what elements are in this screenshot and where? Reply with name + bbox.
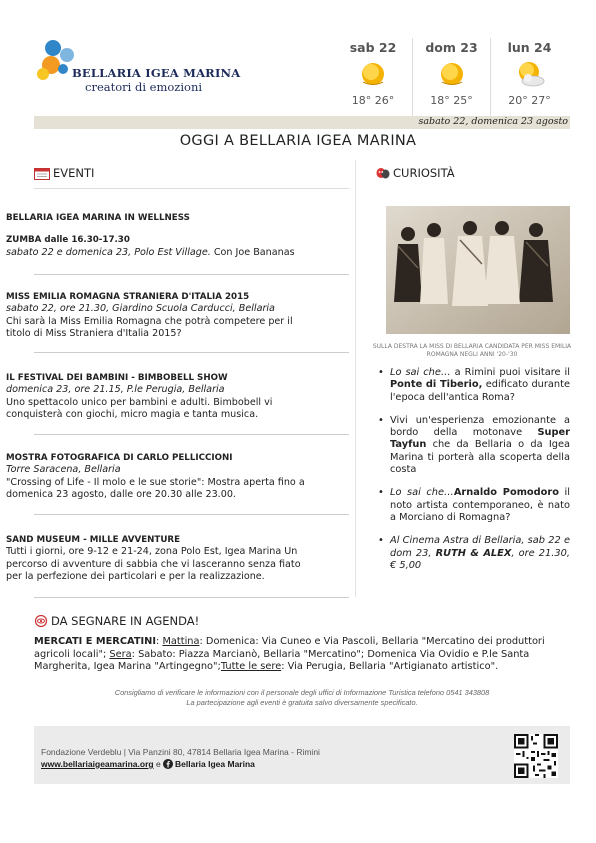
weather-day-name: sab 22 <box>349 40 397 55</box>
date-banner-text: sabato 22, domenica 23 agosto <box>418 116 568 127</box>
weather-day <box>412 38 490 116</box>
vintage-photo <box>386 206 570 334</box>
photo-caption: SULLA DESTRA LA MISS DI BELLARIA CANDIDATA PER MISS EMILIA ROMAGNA NEGLI ANNI '20-'30 <box>372 343 572 358</box>
event-when: domenica 23, ore 21.15, P.le Perugia, Bellaria <box>6 384 225 396</box>
event-title: MISS EMILIA ROMAGNA STRANIERA D'ITALIA 2015 <box>6 292 250 302</box>
item-lead: Lo sai che… <box>390 367 451 378</box>
list-item <box>378 367 570 404</box>
event-item <box>6 534 311 583</box>
curiosita-section <box>376 166 570 180</box>
event-title: SAND MUSEUM - MILLE AVVENTURE <box>6 535 181 545</box>
weather-day <box>490 38 568 116</box>
agenda-details: : Sabato: Piazza Marcianò, Bellaria "Mercatino"; Domenica Via Ovidio e P.le Santa Margherita, Igea Marina "Artingegno"; <box>34 648 530 673</box>
item-text: , ore 21.30, € 5,00 <box>390 547 570 571</box>
divider <box>34 434 349 435</box>
item-highlight: RUTH & ALEX <box>435 547 512 559</box>
events-label-text: EVENTI <box>53 166 95 180</box>
page-title: OGGI A BELLARIA IGEA MARINA <box>179 133 417 149</box>
item-text: Vivi un'esperienza emozionante a bordo della motonave <box>390 414 570 439</box>
sun-icon <box>357 60 389 88</box>
agenda-details: : Via Perugia, Bellaria "Artigianato artistico". <box>281 661 499 673</box>
calendar-icon <box>34 167 50 180</box>
divider <box>34 352 349 353</box>
item-text: edificato durante l'epoca dell'antica Roma? <box>390 379 570 403</box>
footer-links <box>41 759 255 769</box>
event-title: MOSTRA FOTOGRAFICA DI CARLO PELLICCIONI <box>6 453 233 463</box>
weather-temps: 20° 27° <box>508 94 551 107</box>
event-description: Tutti i giorni, ore 9-12 e 21-24, zona Polo Est, Igea Marina Un percorso di avventure di sabbia che vi lasceranno senza fiato per la perfezione dei particolari e per la realizzazione. <box>6 546 301 582</box>
website-link[interactable]: www.bellariaigeamarina.org <box>41 759 154 769</box>
column-divider <box>355 160 356 597</box>
events-label <box>34 166 349 180</box>
footer-connector: e <box>153 759 164 769</box>
facebook-icon[interactable] <box>163 759 173 769</box>
divider <box>34 188 349 189</box>
list-item <box>378 487 570 524</box>
disclaimer-line: La partecipazione agli eventi è gratuita salvo diversamente specificato. <box>186 698 418 707</box>
list-item <box>378 535 570 572</box>
event-description: Chi sarà la Miss Emilia Romagna che potrà competere per il titolo di Miss Straniera d'Italia 2015? <box>6 315 293 339</box>
brand-subtitle: creatori di emozioni <box>85 80 203 94</box>
event-when: Torre Saracena, Bellaria <box>6 464 121 476</box>
item-lead: Lo sai che… <box>390 487 454 499</box>
event-description: Uno spettacolo unico per bambini e adulti. Bimbobell vi conquisterà con giochi, micro magia e tanta musica. <box>6 396 273 420</box>
sun-icon <box>436 60 468 88</box>
agenda-heading: MERCATI E MERCATINI <box>34 636 157 647</box>
event-item <box>6 452 311 501</box>
drama-masks-icon <box>376 167 390 180</box>
event-when: sabato 22, ore 21.30, Giardino Scuola Carducci, Bellaria <box>6 303 275 315</box>
event-when: sabato 22 e domenica 23, Polo Est Village. <box>6 246 211 258</box>
event-details <box>6 247 311 259</box>
events-section <box>34 166 349 180</box>
weather-day-name: lun 24 <box>507 40 552 55</box>
eye-icon <box>34 615 48 627</box>
event-title: IL FESTIVAL DEI BAMBINI - BIMBOBELL SHOW <box>6 373 228 383</box>
divider <box>34 597 349 598</box>
brand-title: BELLARIA IGEA MARINA <box>72 66 241 80</box>
weather-temps: 18° 26° <box>351 94 395 107</box>
event-item <box>6 212 311 259</box>
item-lead: Al Cinema Astra di Bellaria, sab 22 e dom 23, <box>390 535 570 559</box>
event-item <box>6 372 311 421</box>
agenda-details: : Domenica: Via Cuneo e Via Pascoli, Bellaria "Mercatino dei produttori agricoli locali"; <box>34 636 545 660</box>
item-text: il noto artista contemporaneo, è nato a Morciano di Romagna? <box>390 487 570 523</box>
event-description: "Crossing of Life - Il molo e le sue storie": Mostra aperta fino a domenica 23 agosto, dalle ore 20.30 alle 23.00. <box>6 476 305 500</box>
agenda-label <box>34 614 199 628</box>
facebook-link[interactable]: Bellaria Igea Marina <box>175 759 255 769</box>
agenda-period: Mattina <box>162 636 200 647</box>
item-text: che da Bellaria o da Igea Marina ti porterà alla scoperta della costa <box>390 439 570 476</box>
agenda-period: Sera <box>109 648 132 660</box>
agenda-label-text: DA SEGNARE IN AGENDA! <box>51 614 200 628</box>
curiosita-label <box>376 166 570 180</box>
weather-day <box>334 38 412 116</box>
weather-forecast <box>334 38 570 116</box>
list-item <box>378 415 570 476</box>
weather-day-name: dom 23 <box>425 40 478 55</box>
event-subtitle: ZUMBA dalle 16.30-17.30 <box>6 235 130 246</box>
agenda-period: Tutte le sere <box>220 661 282 673</box>
item-text: a Rimini puoi visitare il <box>450 367 570 378</box>
curiosita-list <box>378 367 570 572</box>
brand-logo <box>37 34 247 104</box>
item-highlight: Super Tayfun <box>390 427 570 451</box>
event-item <box>6 291 311 340</box>
agenda-text <box>34 636 570 674</box>
divider <box>34 514 349 515</box>
event-title: BELLARIA IGEA MARINA IN WELLNESS <box>6 213 190 223</box>
curiosita-label-text: CURIOSITÀ <box>393 166 455 180</box>
disclaimer <box>34 688 570 708</box>
date-banner <box>34 116 570 129</box>
footer-address: Fondazione Verdeblu | Via Panzini 80, 47814 Bellaria Igea Marina - Rimini <box>41 747 320 757</box>
item-highlight: Arnaldo Pomodoro <box>453 487 559 499</box>
divider <box>34 274 349 275</box>
qr-code-icon[interactable] <box>514 734 558 778</box>
sun-cloud-icon <box>514 60 546 88</box>
footer <box>34 726 570 784</box>
event-extra: Con Joe Bananas <box>210 246 295 258</box>
agenda-separator: : <box>156 636 163 647</box>
item-highlight: Ponte di Tiberio, <box>390 379 483 391</box>
weather-temps: 18° 25° <box>430 94 473 107</box>
disclaimer-line: Consigliamo di verificare le informazioni con il personale degli uffici di Informazione Turistica telefono 0541 343808 <box>114 688 490 697</box>
